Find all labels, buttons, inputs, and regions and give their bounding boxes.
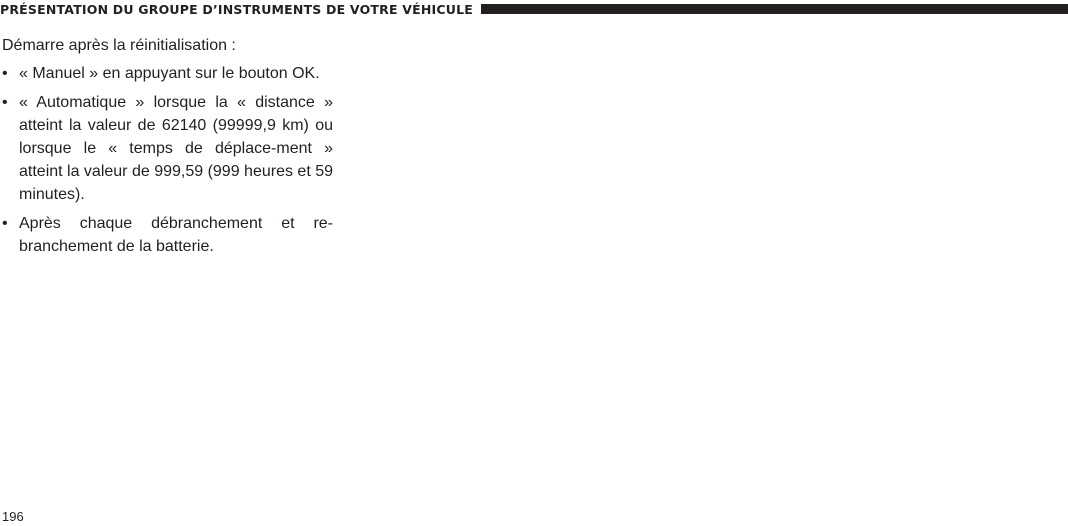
intro-text: Démarre après la réinitialisation :: [2, 37, 236, 54]
bullet-icon: •: [2, 94, 8, 111]
list-item: [2, 212, 333, 258]
list-item-text: Après chaque débranchement et re-branchement de la batterie.: [19, 215, 333, 255]
header-rule: [481, 4, 1068, 14]
page-number: 196: [2, 509, 24, 524]
list-item: [2, 91, 333, 206]
text-column: [2, 34, 333, 264]
header-title: PRÉSENTATION DU GROUPE D’INSTRUMENTS DE VOTRE VÉHICULE: [0, 1, 474, 17]
bullet-icon: •: [2, 65, 8, 82]
list-item: [2, 62, 333, 85]
list-item-text: « Manuel » en appuyant sur le bouton OK.: [19, 65, 320, 82]
bullet-list: [2, 62, 333, 258]
list-item-text: « Automatique » lorsque la « distance » atteint la valeur de 62140 (99999,9 km) ou lorsque le « temps de déplace-ment » atteint la valeur de 999,59 (999 heures et 59 minutes).: [19, 94, 333, 203]
page-header: [0, 0, 1068, 18]
bullet-icon: •: [2, 215, 8, 232]
